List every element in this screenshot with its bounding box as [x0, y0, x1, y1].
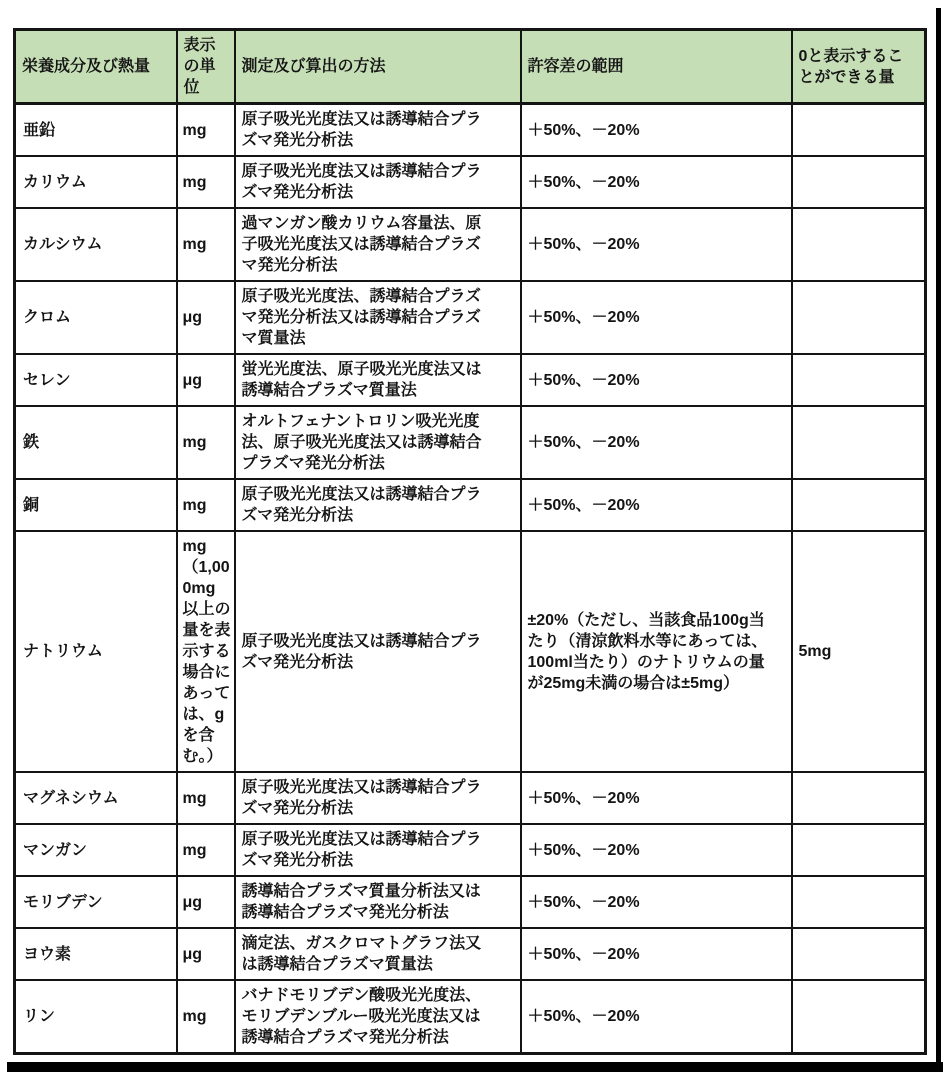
cell-nutrient-name: 鉄	[15, 406, 177, 479]
cell-nutrient-name: クロム	[15, 281, 177, 354]
cell-nutrient-name: 亜鉛	[15, 104, 177, 157]
cell-unit: mg	[177, 980, 235, 1054]
col-header-tolerance-range: 許容差の範囲	[521, 30, 792, 104]
cell-zero-amount	[792, 479, 926, 531]
cell-zero-amount	[792, 876, 926, 928]
cell-unit: μg	[177, 281, 235, 354]
cell-unit: mg	[177, 104, 235, 157]
cell-nutrient-name: ナトリウム	[15, 531, 177, 772]
table-row	[15, 208, 926, 281]
table-body	[15, 104, 926, 1054]
cell-zero-amount	[792, 156, 926, 208]
cell-nutrient-name: ヨウ素	[15, 928, 177, 980]
cell-method: 原子吸光光度法又は誘導結合プラズマ発光分析法	[235, 104, 521, 157]
cell-zero-amount	[792, 980, 926, 1054]
cell-nutrient-name: モリブデン	[15, 876, 177, 928]
cell-method: 原子吸光光度法又は誘導結合プラズマ発光分析法	[235, 156, 521, 208]
table-row	[15, 531, 926, 772]
col-header-measurement-method: 測定及び算出の方法	[235, 30, 521, 104]
cell-zero-amount	[792, 104, 926, 157]
cell-method: 滴定法、ガスクロマトグラフ法又は誘導結合プラズマ質量法	[235, 928, 521, 980]
cell-zero-amount	[792, 208, 926, 281]
table-row	[15, 980, 926, 1054]
cell-method: 原子吸光光度法又は誘導結合プラズマ発光分析法	[235, 531, 521, 772]
cell-nutrient-name: カリウム	[15, 156, 177, 208]
table-row	[15, 479, 926, 531]
cell-tolerance: ＋50%、－20%	[521, 876, 792, 928]
table-row	[15, 104, 926, 157]
table-row	[15, 354, 926, 406]
cell-tolerance: ＋50%、－20%	[521, 104, 792, 157]
cell-tolerance: ＋50%、－20%	[521, 824, 792, 876]
table-row	[15, 281, 926, 354]
cell-method: バナドモリブデン酸吸光光度法、モリブデンブルー吸光光度法又は誘導結合プラズマ発光分析法	[235, 980, 521, 1054]
cell-unit: mg	[177, 479, 235, 531]
cell-unit: μg	[177, 928, 235, 980]
cell-tolerance: ＋50%、－20%	[521, 281, 792, 354]
cell-unit: mg（1,000mg以上の量を表示する場合にあっては、gを含む。）	[177, 531, 235, 772]
cell-method: 誘導結合プラズマ質量分析法又は誘導結合プラズマ発光分析法	[235, 876, 521, 928]
cell-unit: mg	[177, 156, 235, 208]
cell-nutrient-name: 銅	[15, 479, 177, 531]
cell-method: 原子吸光光度法又は誘導結合プラズマ発光分析法	[235, 772, 521, 824]
col-header-zero-display-amount: 0と表示することができる量	[792, 30, 926, 104]
cell-zero-amount	[792, 772, 926, 824]
cell-tolerance: ＋50%、－20%	[521, 156, 792, 208]
cell-unit: μg	[177, 354, 235, 406]
cell-method: 原子吸光光度法又は誘導結合プラズマ発光分析法	[235, 824, 521, 876]
nutrient-tolerance-table	[13, 28, 927, 1055]
cell-nutrient-name: リン	[15, 980, 177, 1054]
cell-method: 過マンガン酸カリウム容量法、原子吸光光度法又は誘導結合プラズマ発光分析法	[235, 208, 521, 281]
header-row	[15, 30, 926, 104]
table-row	[15, 876, 926, 928]
cell-method: オルトフェナントロリン吸光光度法、原子吸光光度法又は誘導結合プラズマ発光分析法	[235, 406, 521, 479]
cell-nutrient-name: カルシウム	[15, 208, 177, 281]
cell-unit: mg	[177, 772, 235, 824]
cell-tolerance: ＋50%、－20%	[521, 772, 792, 824]
table-row	[15, 772, 926, 824]
cell-tolerance: ＋50%、－20%	[521, 928, 792, 980]
cell-zero-amount	[792, 281, 926, 354]
cell-unit: mg	[177, 824, 235, 876]
cell-tolerance: ＋50%、－20%	[521, 406, 792, 479]
cell-zero-amount: 5mg	[792, 531, 926, 772]
cell-nutrient-name: セレン	[15, 354, 177, 406]
cell-zero-amount	[792, 354, 926, 406]
table-row	[15, 406, 926, 479]
cell-nutrient-name: マンガン	[15, 824, 177, 876]
cell-unit: mg	[177, 406, 235, 479]
table-row	[15, 928, 926, 980]
cell-method: 原子吸光光度法、誘導結合プラズマ発光分析法又は誘導結合プラズマ質量法	[235, 281, 521, 354]
table-row	[15, 824, 926, 876]
cell-nutrient-name: マグネシウム	[15, 772, 177, 824]
col-header-display-unit: 表示の単位	[177, 30, 235, 104]
cell-tolerance: ±20%（ただし、当該食品100g当たり（清涼飲料水等にあっては、100ml当たり）のナトリウムの量が25mg未満の場合は±5mg）	[521, 531, 792, 772]
cell-method: 原子吸光光度法又は誘導結合プラズマ発光分析法	[235, 479, 521, 531]
cell-tolerance: ＋50%、－20%	[521, 208, 792, 281]
cell-method: 蛍光光度法、原子吸光光度法又は誘導結合プラズマ質量法	[235, 354, 521, 406]
cell-zero-amount	[792, 928, 926, 980]
cell-unit: mg	[177, 208, 235, 281]
page-border-right	[936, 8, 941, 1072]
col-header-nutrient-component: 栄養成分及び熱量	[15, 30, 177, 104]
cell-zero-amount	[792, 824, 926, 876]
cell-tolerance: ＋50%、－20%	[521, 354, 792, 406]
table-row	[15, 156, 926, 208]
cell-tolerance: ＋50%、－20%	[521, 479, 792, 531]
cell-zero-amount	[792, 406, 926, 479]
cell-unit: μg	[177, 876, 235, 928]
cell-tolerance: ＋50%、－20%	[521, 980, 792, 1054]
page-border-bottom	[7, 1062, 943, 1072]
